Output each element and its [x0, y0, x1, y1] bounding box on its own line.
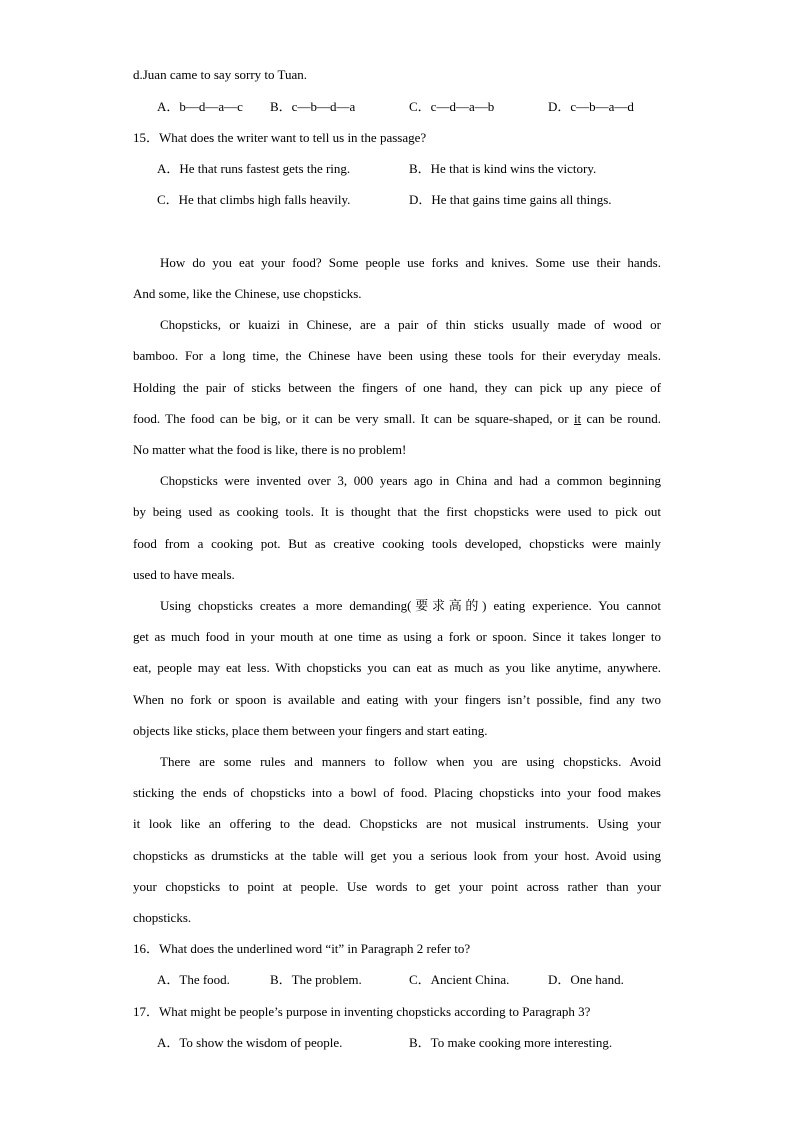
passage-p5-line4: chopsticks as drumsticks at the table will get you a serious look from your host. Avoid using [133, 848, 661, 863]
p2-line4-before: food. The food can be big, or it can be very small. It can be square-shaped, or [133, 411, 574, 426]
q16-option-d: D．One hand. [548, 972, 624, 987]
passage-p2-line4 [133, 409, 661, 429]
q17-option-a: A．To show the wisdom of people. [157, 1035, 343, 1050]
q16-option-b: B．The problem. [270, 972, 362, 987]
q15-question: 15．What does the writer want to tell us in the passage? [133, 130, 427, 145]
passage-p3-line3: food from a cooking pot. But as creative cooking tools developed, chopsticks were mainly [133, 536, 661, 551]
passage-p4-line3: eat, people may eat less. With chopsticks you can eat as much as you like anytime, anywhere. [133, 660, 661, 675]
q15-option-d: D．He that gains time gains all things. [409, 192, 612, 207]
passage-p1-line2: And some, like the Chinese, use chopsticks. [133, 286, 362, 301]
passage-p2-line5: No matter what the food is like, there is no problem! [133, 442, 407, 457]
passage-p2-line1: Chopsticks, or kuaizi in Chinese, are a pair of thin sticks usually made of wood or [160, 317, 661, 332]
passage-p5-line5: your chopsticks to point at people. Use words to get your point across rather than your [133, 879, 661, 894]
q14-line-d: d.Juan came to say sorry to Tuan. [133, 67, 308, 82]
passage-p3-line2: by being used as cooking tools. It is thought that the first chopsticks were used to pick out [133, 504, 661, 519]
q17-option-b: B．To make cooking more interesting. [409, 1035, 613, 1050]
q14-option-d: D．c—b—a—d [548, 99, 634, 114]
passage-p2-line3: Holding the pair of sticks between the fingers of one hand, they can pick up any piece of [133, 380, 661, 395]
p2-line4-after: can be round. [581, 411, 661, 426]
passage-p5-line1: There are some rules and manners to follow when you are using chopsticks. Avoid [160, 754, 661, 769]
q16-option-c: C．Ancient China. [409, 972, 510, 987]
q14-option-a: A．b—d—a—c [157, 99, 243, 114]
passage-p2-line2: bamboo. For a long time, the Chinese have been using these tools for their everyday meals. [133, 348, 661, 363]
passage-p4-line1: Using chopsticks creates a more demanding(要求高的) eating experience. You cannot [160, 598, 661, 613]
passage-p3-line1: Chopsticks were invented over 3, 000 years ago in China and had a common beginning [160, 473, 661, 488]
passage-p4-line4: When no fork or spoon is available and eating with your fingers isn’t possible, find any two [133, 692, 661, 707]
q17-question: 17．What might be people’s purpose in inventing chopsticks according to Paragraph 3? [133, 1004, 591, 1019]
q14-option-c: C．c—d—a—b [409, 99, 495, 114]
q15-option-b: B．He that is kind wins the victory. [409, 161, 597, 176]
passage-p5-line6: chopsticks. [133, 910, 192, 925]
underlined-word-it: it [573, 411, 582, 426]
passage-p5-line3: it look like an offering to the dead. Chopsticks are not musical instruments. Using your [133, 816, 661, 831]
q16-option-a: A．The food. [157, 972, 230, 987]
q15-option-c: C．He that climbs high falls heavily. [157, 192, 351, 207]
passage-p5-line2: sticking the ends of chopsticks into a bowl of food. Placing chopsticks into your food makes [133, 785, 661, 800]
passage-p4-line5: objects like sticks, place them between your fingers and start eating. [133, 723, 488, 738]
q14-option-b: B．c—b—d—a [270, 99, 356, 114]
passage-p4-line2: get as much food in your mouth at one time as using a fork or spoon. Since it takes longer to [133, 629, 661, 644]
passage-p3-line4: used to have meals. [133, 567, 235, 582]
passage-p1-line1: How do you eat your food? Some people use forks and knives. Some use their hands. [160, 255, 661, 270]
q15-option-a: A．He that runs fastest gets the ring. [157, 161, 351, 176]
q16-question: 16．What does the underlined word “it” in Paragraph 2 refer to? [133, 941, 471, 956]
